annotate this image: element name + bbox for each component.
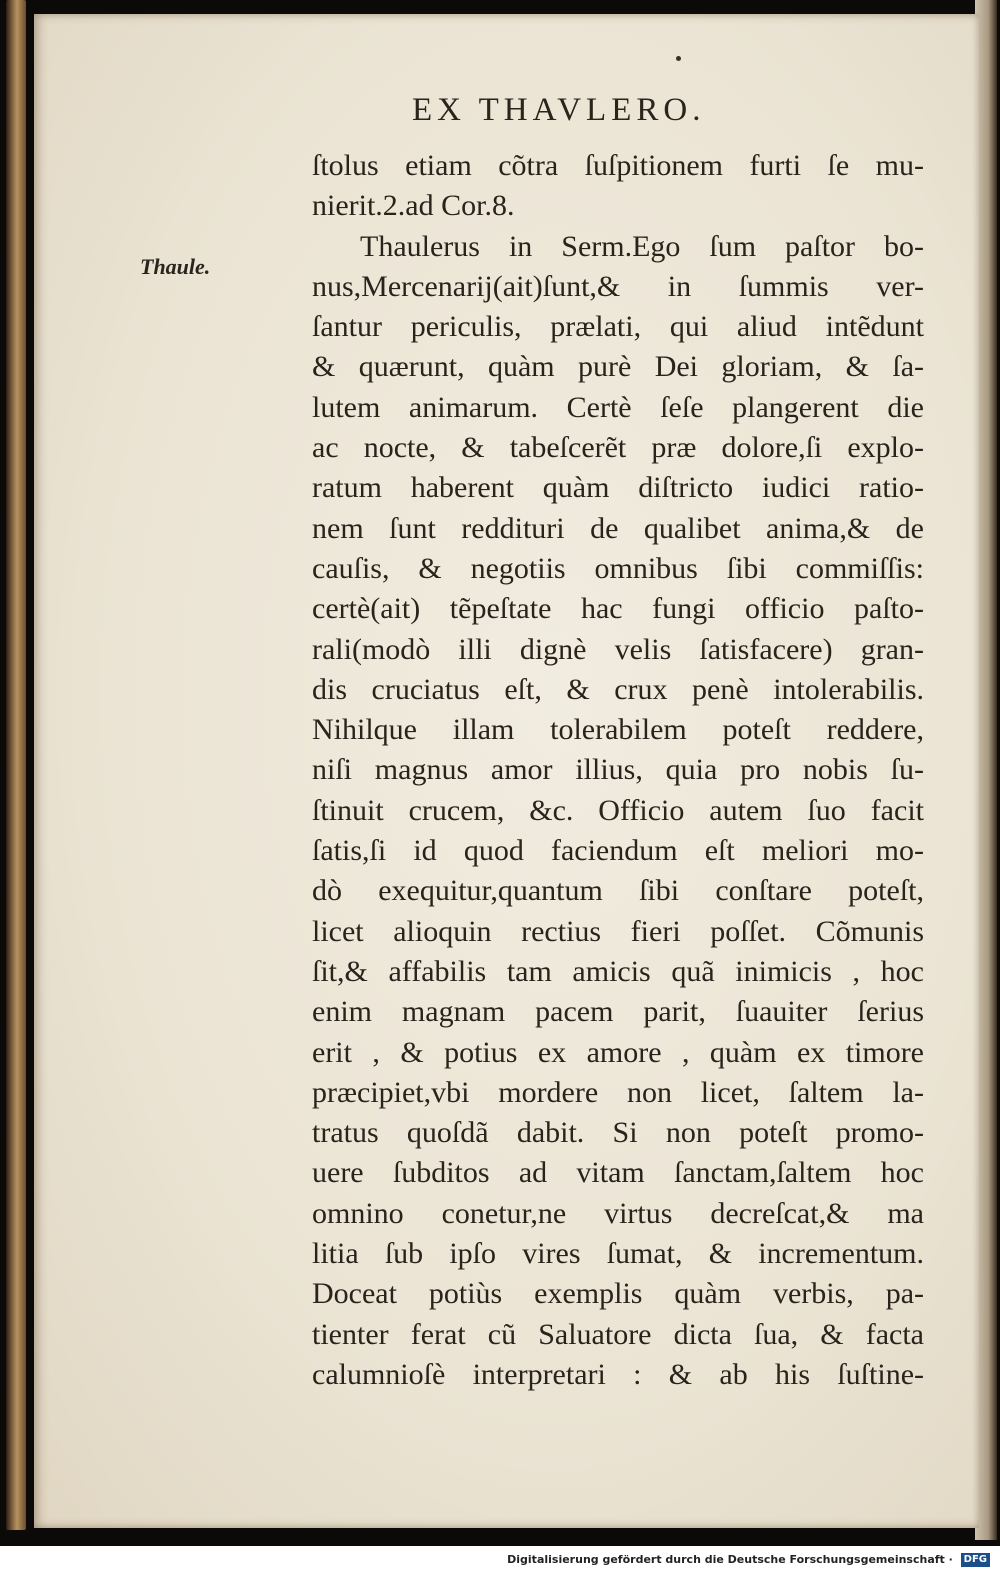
funding-credit xyxy=(507,1553,990,1567)
text-line: ratum haberent quàm diſtricto iudici ratio- xyxy=(312,471,924,505)
text-line: præcipiet,vbi mordere non licet, ſaltem la- xyxy=(312,1075,924,1109)
text-line: & quærunt, quàm purè Dei gloriam, & ſa- xyxy=(312,350,924,384)
text-line: dò exequitur,quantum ſibi conſtare poteſt, xyxy=(312,874,924,908)
text-line: enim magnam pacem parit, ſuauiter ſerius xyxy=(312,995,924,1029)
marginal-note: Thaule. xyxy=(140,254,211,279)
text-line: ſtinuit crucem, &c. Officio autem ſuo facit xyxy=(312,793,924,827)
text-line: Doceat potiùs exemplis quàm verbis, pa- xyxy=(312,1277,924,1311)
text-line: erit , & potius ex amore , quàm ex timore xyxy=(312,1035,924,1069)
text-line: niſi magnus amor illius, quia pro nobis ſu- xyxy=(312,753,924,787)
text-line: licet alioquin rectius fieri poſſet. Cõmunis xyxy=(312,914,924,948)
text-line: nierit.2.ad Cor.8. xyxy=(312,189,515,223)
text-line: ac nocte, & tabeſcerẽt præ dolore,ſi explo- xyxy=(312,431,924,465)
text-line: nem ſunt reddituri de qualibet anima,& de xyxy=(312,511,924,545)
text-line: certè(ait) tẽpeſtate hac fungi officio paſto- xyxy=(312,592,924,626)
text-line: uere ſubditos ad vitam ſanctam,ſaltem hoc xyxy=(312,1156,924,1190)
text-line: tratus quoſdã dabit. Si non poteſt promo- xyxy=(312,1116,924,1150)
text-line: lutem animarum. Certè ſeſe plangerent die xyxy=(312,390,924,424)
text-line: ſatis,ſi id quod faciendum eſt meliori mo- xyxy=(312,834,924,868)
book-spine-edge xyxy=(6,0,26,1530)
text-line: rali(modò illi dignè velis ſatisfacere) gran- xyxy=(312,632,924,666)
page-body-text xyxy=(312,146,924,1395)
text-line: ſit,& affabilis tam amicis quã inimicis , hoc xyxy=(312,954,924,988)
ink-dot xyxy=(676,56,681,61)
text-line: litia ſub ipſo vires ſumat, & incrementum. xyxy=(312,1237,924,1271)
text-line: nus,Mercenarij(ait)ſunt,& in ſummis ver- xyxy=(312,269,924,303)
text-line: Thaulerus in Serm.Ego ſum paſtor bo- xyxy=(360,229,924,263)
text-line: tienter ferat cũ Saluatore dicta ſua, & facta xyxy=(312,1317,924,1351)
text-line: calumnioſè interpretari : & ab his ſuſtine- xyxy=(312,1357,924,1391)
text-line: ſantur periculis, prælati, qui aliud intẽdunt xyxy=(312,310,924,344)
text-line: ſtolus etiam cõtra ſuſpitionem furti ſe mu- xyxy=(312,149,924,182)
credit-text: Digitalisierung gefördert durch die Deutsche Forschungsgemeinschaft · xyxy=(507,1553,953,1566)
running-head: EX THAVLERO. xyxy=(412,92,706,128)
text-line: omnino conetur,ne virtus decreſcat,& ma xyxy=(312,1196,924,1230)
text-line: cauſis, & negotiis omnibus ſibi commiſſis: xyxy=(312,551,924,585)
text-line: dis cruciatus eſt, & crux penè intolerabilis. xyxy=(312,672,924,706)
dfg-logo: DFG xyxy=(961,1553,990,1567)
text-line: Nihilque illam tolerabilem poteſt reddere, xyxy=(312,713,924,747)
